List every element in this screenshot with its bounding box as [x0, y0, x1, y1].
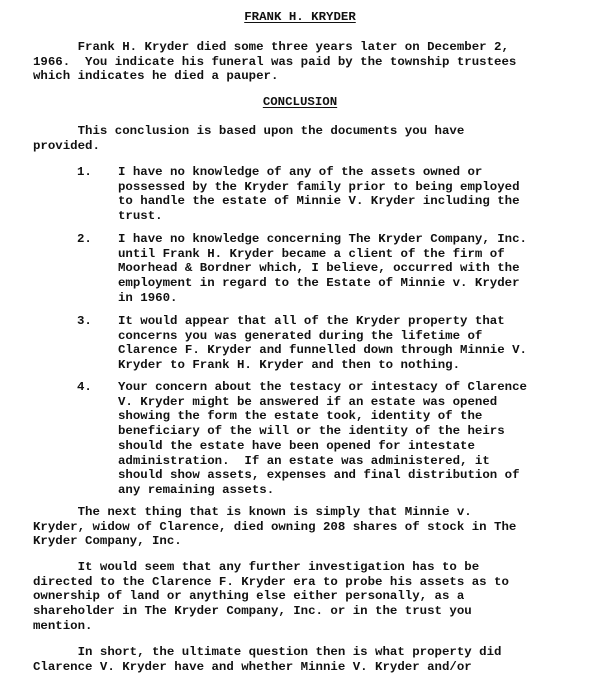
paragraph-further-investigation: It would seem that any further investigation has to be directed to the Clarence F. Kryder era to probe his assets as to ownership of land or anything else either personally, as a shareholder in The Kryder Company, Inc. or in the trust you mention. — [33, 560, 509, 633]
list-item-text: I have no knowledge concerning The Kryder Company, Inc. until Frank H. Kryder became a client of the firm of Moorhead & Bordner which, I believe, occurred with the employment in regard to the Estate of Minnie v. Kryder in 1960. — [118, 232, 527, 305]
list-item-number: 2. — [77, 232, 92, 246]
paragraph-frank-death: Frank H. Kryder died some three years later on December 2, 1966. You indicate his funeral was paid by the township trustees which indicates he died a pauper. — [33, 40, 517, 84]
paragraph-conclusion-intro: This conclusion is based upon the documents you have provided. — [33, 124, 465, 153]
list-item-number: 4. — [77, 380, 92, 394]
list-item-number: 1. — [77, 165, 92, 179]
conclusion-heading-text: CONCLUSION — [262, 95, 338, 109]
paragraph-minnie-shares: The next thing that is known is simply that Minnie v. Kryder, widow of Clarence, died owning 208 shares of stock in The Kryder Company, Inc. — [33, 505, 517, 549]
list-item-text: I have no knowledge of any of the assets owned or possessed by the Kryder family prior to being employed to handle the estate of Minnie V. Kryder including the trust. — [118, 165, 520, 224]
section-heading-text: FRANK H. KRYDER — [244, 10, 356, 24]
list-item-text: Your concern about the testacy or intestacy of Clarence V. Kryder might be answered if an estate was opened showing the form the estate took, identity of the beneficiary of the will or the identity of the heirs should the estate have been opened for intestate administration. If an estate was administered, it should show assets, expenses and final distribution of any remaining assets. — [118, 380, 527, 497]
section-heading-conclusion — [0, 95, 600, 110]
paragraph-ultimate-question: In short, the ultimate question then is what property did Clarence V. Kryder have and whether Minnie V. Kryder and/or — [33, 645, 502, 674]
list-item-number: 3. — [77, 314, 92, 328]
section-heading-frank-kryder — [0, 10, 600, 25]
list-item-text: It would appear that all of the Kryder property that concerns you was generated during the lifetime of Clarence F. Kryder and funnelled down through Minnie V. Kryder to Frank H. Kryder and then to nothing. — [118, 314, 527, 373]
